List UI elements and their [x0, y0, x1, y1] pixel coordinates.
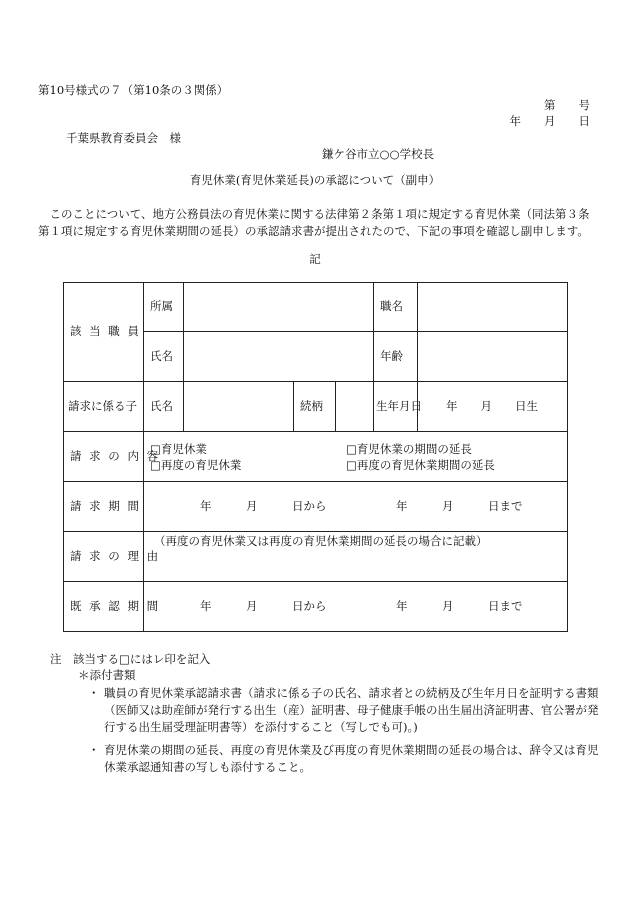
approved-from: 年 月 日から	[200, 598, 327, 613]
position-field[interactable]	[418, 283, 568, 332]
sender: 鎌ケ谷市立○○学校長	[322, 147, 435, 161]
period-value[interactable]	[144, 482, 568, 532]
approved-to: 年 月 日まで	[396, 598, 523, 613]
name-field[interactable]	[184, 332, 374, 382]
affiliation-field[interactable]	[184, 283, 374, 332]
birth-date-label: 生年月日	[374, 382, 418, 432]
ki-marker: 記	[309, 252, 321, 266]
body-paragraph: このことについて、地方公務員法の育児休業に関する法律第２条第１項に規定する育児休業（同法第３条第１項に規定する育児休業期間の延長）の承認請求書が提出されたので、下記の事項を確認し副申します。	[38, 207, 590, 239]
note-attachments: ＊添付書類	[78, 668, 136, 682]
approved-period-label: 既 承 認 期 間	[64, 582, 144, 632]
option-repeat-extension[interactable]: □再度の育児休業期間の延長	[346, 457, 495, 472]
name-label: 氏名	[144, 332, 184, 382]
child-name-label: 氏名	[144, 382, 184, 432]
relation-label: 続柄	[294, 382, 336, 432]
document-title: 育児休業(育児休業延長)の承認について（副申）	[189, 173, 441, 187]
child-name-field[interactable]	[184, 382, 294, 432]
option-period-extension[interactable]: □育児休業の期間の延長	[346, 441, 472, 456]
child-label: 請求に係る子	[64, 382, 144, 432]
reason-note: （再度の育児休業又は再度の育児休業期間の延長の場合に記載）	[154, 534, 488, 548]
notes	[38, 651, 598, 776]
option-childcare-leave[interactable]: □育児休業	[150, 441, 207, 456]
note-bullet-2: ・ 育児休業の期間の延長、再度の育児休業及び再度の育児休業期間の延長の場合は、辞令又は育児休業承認通知書の写しも添付すること。	[94, 742, 604, 776]
approved-period-value[interactable]	[144, 582, 568, 632]
reason-label: 請 求 の 理 由	[64, 532, 144, 582]
age-field[interactable]	[418, 332, 568, 382]
employee-label: 該 当 職 員	[64, 283, 144, 382]
application-table	[63, 282, 568, 632]
option-repeat-leave[interactable]: □再度の育児休業	[150, 457, 242, 472]
addressee: 千葉県教育委員会 様	[66, 131, 181, 145]
age-label: 年齢	[374, 332, 418, 382]
note-bullet-1: ・ 職員の育児休業承認請求書（請求に係る子の氏名、請求者との続柄及び生年月日を証明する書類（医師又は助産師が発行する出生（産）証明書、母子健康手帳の出生届出済証明書、官公署が発行する出生届受理証明書等）を添付すること（写しでも可)。)	[94, 685, 604, 736]
content-options	[144, 432, 568, 482]
note-check: 注 該当する□にはレ印を記入	[50, 652, 211, 666]
period-from: 年 月 日から	[200, 498, 327, 513]
period-to: 年 月 日まで	[396, 498, 523, 513]
reason-field[interactable]	[144, 532, 568, 582]
relation-field[interactable]	[336, 382, 374, 432]
document-date: 年 月 日	[509, 114, 590, 128]
content-label: 請 求 の 内 容	[64, 432, 144, 482]
document-number: 第 号	[544, 98, 590, 112]
form-number: 第10号様式の７（第10条の３関係）	[38, 83, 229, 97]
period-label: 請 求 期 間	[64, 482, 144, 532]
birth-date-value[interactable]: 年 月 日生	[418, 382, 568, 432]
affiliation-label: 所属	[144, 283, 184, 332]
position-label: 職名	[374, 283, 418, 332]
